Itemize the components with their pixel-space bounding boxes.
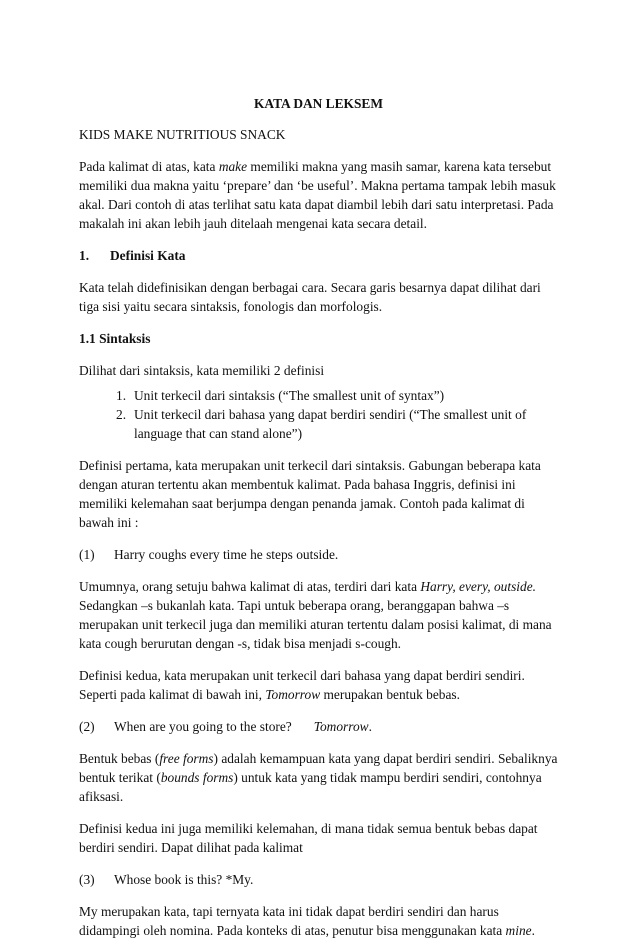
bebas-text-c: ) adalah kemampuan kata yang dapat berdiri sendiri. Sebaliknya bentuk terikat ( bbox=[79, 751, 558, 785]
document-title: KATA DAN LEKSEM bbox=[254, 96, 383, 111]
section1-paragraph: Kata telah didefinisikan dengan berbagai cara. Secara garis besarnya dapat dilihat dari tiga sisi yaitu secara sintaksis, fonologis dan morfologis. bbox=[79, 280, 541, 314]
example-number: (1) bbox=[79, 547, 95, 562]
umumnya-text-c: Sedangkan –s bukanlah kata. Tapi untuk beberapa orang, beranggapan bahwa –s merupakan unit terkecil juga dan memiliki aturan tertentu dalam posisi kalimat, di mana kata cough berurutan dengan -s, tidak bisa menjadi s-cough. bbox=[79, 598, 552, 651]
example-end: . bbox=[368, 719, 372, 734]
bebas-text-e: ) untuk kata yang tidak mampu berdiri sendiri, contohnya afiksasi. bbox=[79, 770, 542, 804]
definition-list bbox=[79, 386, 558, 443]
example-text: Harry coughs every time he steps outside. bbox=[114, 547, 339, 562]
list-item bbox=[116, 405, 558, 443]
umumnya-italic-words: Harry, every, outside. bbox=[420, 579, 537, 594]
definition2-paragraph bbox=[79, 666, 558, 704]
list-item-text: Unit terkecil dari bahasa yang dapat berdiri sendiri (“The smallest unit of language that can stand alone”) bbox=[134, 407, 527, 441]
intro-text-a: Pada kalimat di atas, kata bbox=[79, 159, 219, 174]
section-heading-definisi-kata bbox=[79, 246, 558, 265]
list-item-text: Unit terkecil dari sintaksis (“The smallest unit of syntax”) bbox=[134, 388, 445, 403]
def2-text-a: Definisi kedua, kata merupakan unit terkecil dari bahasa yang dapat berdiri sendiri. Seperti pada kalimat di bawah ini, bbox=[79, 668, 525, 702]
bebas-italic-bounds-forms: bounds forms bbox=[160, 770, 234, 785]
definition1-paragraph: Definisi pertama, kata merupakan unit terkecil dari sintaksis. Gabungan beberapa kata dengan aturan tertentu akan membentuk kalimat. Pada bahasa Inggris, definisi ini memiliki kelemahan saat berjumpa dengan penanda jamak. Contoh pada kalimat di bawah ini : bbox=[79, 458, 541, 530]
umumnya-text-a: Umumnya, orang setuju bahwa kalimat di atas, terdiri dari kata bbox=[79, 579, 421, 594]
intro-paragraph bbox=[79, 157, 558, 233]
bentuk-bebas-paragraph bbox=[79, 749, 558, 806]
my-italic-mine: mine bbox=[505, 923, 532, 938]
section-label: Definisi Kata bbox=[110, 248, 186, 263]
list-item-number: 2. bbox=[116, 407, 127, 422]
umumnya-paragraph bbox=[79, 577, 558, 653]
bebas-text-a: Bentuk bebas ( bbox=[79, 751, 160, 766]
intro-italic-make: make bbox=[218, 159, 248, 174]
example-text: When are you going to the store? bbox=[114, 719, 292, 734]
kelemahan-paragraph: Definisi kedua ini juga memiliki kelemahan, di mana tidak semua bentuk bebas dapat berdiri sendiri. Dapat dilihat pada kalimat bbox=[79, 821, 538, 855]
example-1 bbox=[79, 545, 558, 564]
bebas-italic-free-forms: free forms bbox=[159, 751, 214, 766]
example-text: Whose book is this? *My. bbox=[114, 872, 254, 887]
sintaksis-intro: Dilihat dari sintaksis, kata memiliki 2 definisi bbox=[79, 363, 325, 378]
subsection-heading-sintaksis: 1.1 Sintaksis bbox=[79, 331, 151, 346]
example-3 bbox=[79, 870, 558, 889]
list-item bbox=[116, 386, 558, 405]
list-item-number: 1. bbox=[116, 388, 127, 403]
intro-text-c: memiliki makna yang masih samar, karena kata tersebut memiliki dua makna yaitu ‘prepare’ dan ‘be useful’. Makna pertama tampak lebih masuk akal. Dari contoh di atas terlihat satu kata dapat diambil lebih dari satu interpretasi. Pada makalah ini akan lebih jauh ditelaah mengenai kata secara detail. bbox=[79, 159, 556, 231]
example-2 bbox=[79, 717, 558, 736]
example-number: (2) bbox=[79, 719, 95, 734]
my-text-c: . bbox=[531, 923, 535, 938]
example-text-wrap bbox=[114, 717, 372, 736]
my-paragraph bbox=[79, 902, 558, 940]
example-answer: Tomorrow bbox=[313, 719, 369, 734]
def2-text-c: merupakan bentuk bebas. bbox=[320, 687, 460, 702]
subtitle-sentence: KIDS MAKE NUTRITIOUS SNACK bbox=[79, 127, 286, 142]
section-number: 1. bbox=[79, 248, 90, 263]
example-number: (3) bbox=[79, 872, 95, 887]
def2-italic-tomorrow: Tomorrow bbox=[265, 687, 321, 702]
my-text-a: My merupakan kata, tapi ternyata kata ini tidak dapat berdiri sendiri dan harus didampingi oleh nomina. Pada konteks di atas, penutur bisa menggunakan kata bbox=[79, 904, 506, 938]
